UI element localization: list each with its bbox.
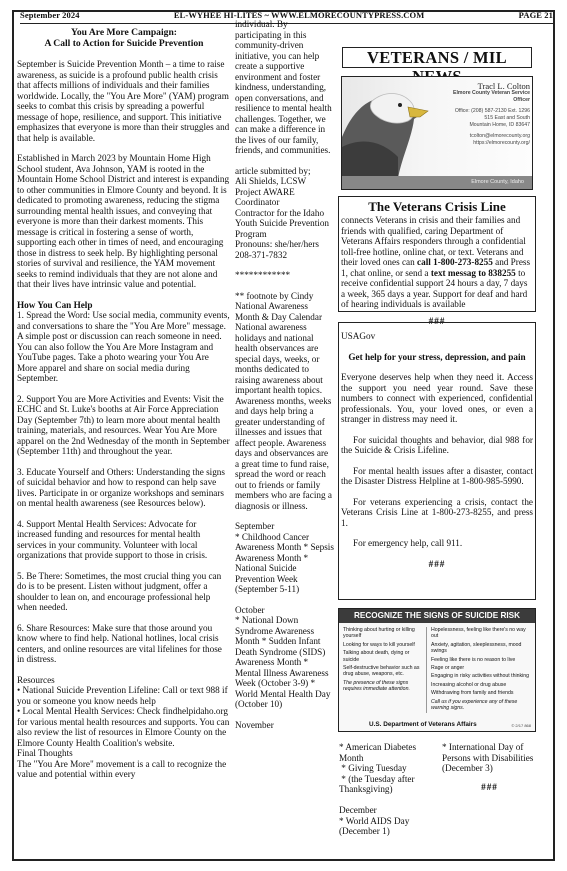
- resources-heading: Resources: [17, 674, 55, 685]
- september-heading: September: [235, 521, 275, 531]
- help-para-1: Everyone deserves help when they need it. Access the support you need year round. Save these numbers to connect with experienced, confidential professionals. You, your loved ones, or even a stranger in distress may need it.: [341, 372, 533, 424]
- sign-item: Looking for ways to kill yourself: [343, 641, 415, 648]
- article-continued: individual. By participating in this community-driven initiative, you can help create a supportive environment and foster kindness, understanding, open conversations, and resilience to mental health challenges. Together, we can make a difference in the lives of our family, friends, and communities.: [235, 19, 332, 155]
- byline: article submitted by; Ali Shields, LCSW Project AWARE Coordinator Contractor for the Idaho Youth Suicide Prevention Program Pronouns: she/her/hers 208-371-7832: [235, 165, 330, 260]
- sign-item: Withdrawing from family and friends: [431, 690, 514, 697]
- step-1: 1. Spread the Word: Use social media, community events, and conversations to share the "You Are More" message. A simple post or discussion can reach someone in need. You can also follow the You Are More Instagram and YouTube pages. Take a photo wearing your You Are More apparel and share on social media during September.: [17, 310, 230, 383]
- bottom-end-mark: ###: [481, 781, 498, 792]
- contact-card: [438, 83, 530, 147]
- november-heading: November: [235, 719, 274, 730]
- final-text: The "You Are More" movement is a call to recognize the value and potential within every: [17, 758, 227, 779]
- sign-item: Talking about death, dying or suicide: [343, 650, 410, 663]
- sign-item: Engaging in risky activities without thinking: [431, 673, 530, 680]
- disabilities-day: * International Day of Persons with Disabilities (December 3): [442, 742, 534, 773]
- signs-left-column: [343, 627, 427, 713]
- signs-right-column: [427, 627, 531, 713]
- veterans-section-title: VETERANS / MIL: [342, 47, 532, 68]
- help-para-5: For emergency help, call 911.: [353, 538, 463, 548]
- article-column-2: [235, 19, 334, 730]
- sign-item: Increasing alcohol or drug abuse: [431, 681, 507, 688]
- officer-email: tcolton@elmorecounty.org: [469, 133, 530, 139]
- officer-address-1: 515 East and South: [484, 115, 530, 121]
- help-para-2: For suicidal thoughts and behavior, dial 988 for the Suicide & Crisis Lifeline.: [341, 434, 533, 455]
- officer-role: Elmore County Veteran Service Officer: [453, 90, 530, 103]
- officer-website: https://elmorecounty.org/: [473, 140, 530, 146]
- article-para-2: Established in March 2023 by Mountain Home High School student, Ava Johnson, YAM is rooted in the Mountain Home School District and interest is expanding to other communities in Elmore County and beyond. It is dedicated to promoting awareness, reducing the stigma surrounding mental health issues, and conveying that everyone is more than their darkest moments. This message is critical in fostering a sense of worth, supporting each other in times of need, and encouraging those in distress to seek help. By highlighting personal stories of survival and resilience, the YAM movement seeks to remind individuals that they are not alone and that their lives have intrinsic value and potential.: [17, 153, 230, 289]
- signs-note-right: Call us if you experience any of these warning signs.: [431, 698, 518, 712]
- header-date: September 2024: [20, 10, 80, 20]
- signs-code: © 2/17 868: [511, 723, 531, 728]
- veteran-service-officer-ad: [341, 76, 533, 190]
- step-6: 6. Share Resources: Make sure that those around you know where to find help. National hotlines, local crisis centers, and online resources are vital lifelines for those in distress.: [17, 622, 222, 664]
- help-end-mark: ###: [428, 558, 446, 569]
- article-title: You Are More Campaign: A Call to Action for Suicide Prevention: [44, 27, 204, 49]
- resource-2: • Local Mental Health Services: Check findhelpidaho.org for various mental health resources and supports. You can also review the list of resources in Elmore County on the Elmore County Health Coalition's website.: [17, 706, 230, 748]
- crisis-title: The Veterans Crisis Line: [368, 199, 506, 214]
- article-para-1: September is Suicide Prevention Month – a time to raise awareness, as suicide is a profound public health crisis that affects millions of individuals and their families worldwide. Locally, the "You Are More" (YAM) program seeks to combat this crisis by spreading a powerful message of hope, resilience, and support. This initiative emphasizes that everyone is more than their struggles and that help is available.: [17, 59, 230, 143]
- help-box: [338, 322, 536, 600]
- sign-item: Hopelessness, feeling like there's no way out: [431, 627, 526, 640]
- sign-item: Rage or anger: [431, 665, 465, 672]
- step-5: 5. Be There: Sometimes, the most crucial thing you can do is to be present. Listen without judgment, offer a shoulder to lean on, and encourage professional help when needed.: [17, 570, 222, 612]
- resource-1: • National Suicide Prevention Lifeline: Call or text 988 if you or someone you know needs help: [17, 685, 228, 706]
- officer-name: Tracl L. Colton: [477, 81, 530, 91]
- footnote: ** footnote by Cindy National Awareness Month & Day Calendar National awareness holidays and national health observances are special days, weeks, or months dedicated to raising awareness about important health topics. Awareness months, weeks and days help bring a greater understanding of illnesses and issues that affect people. Awareness days and observances are a great time to fund raise, spread the word or reach out to friends or family members who are facing a diagnosis or illness.: [235, 290, 332, 511]
- ad-footer: Elmore County, Idaho: [342, 176, 532, 189]
- signs-footer: U.S. Department of Veterans Affairs: [369, 721, 477, 728]
- suicide-signs-graphic: [338, 608, 536, 732]
- help-para-4: For veterans experiencing a crisis, contact the Veterans Crisis Line at 1-800-273-8255, and press 1.: [341, 496, 533, 528]
- eagle-icon: [342, 77, 438, 178]
- help-heading: Get help for your stress, depression, and pain: [348, 351, 526, 362]
- officer-address-2: Mountain Home, ID 83647: [469, 122, 530, 128]
- sign-item: Anxiety, agitation, sleeplessness, mood swings: [431, 641, 522, 655]
- bottom-calendar-left: * American Diabetes Month * Giving Tuesday * (the Tuesday after Thanksgiving) December * World AIDS Day (December 1): [339, 742, 417, 836]
- help-source: USAGov: [341, 331, 376, 341]
- crisis-text: connects Veterans in crisis and their families and friends with qualified, caring Department of Veterans Affairs responders through a confidential toll-free hotline, online chat, or text. Veterans and their loved ones can call 1-800-273-8255 and Press 1, chat online, or send a text messag to 838255 to receive confidential support 24 hours a day, 7 days a week, 365 days a year. Support for deaf and hard of hearing individuals is available: [341, 215, 531, 309]
- bottom-calendar-right: [442, 742, 537, 792]
- header-publication: EL-WYHEE HI-LITES ~ WWW.ELMORECOUNTYPRESS.COM: [173, 10, 425, 20]
- sign-item: Feeling like there is no reason to live: [431, 656, 516, 663]
- signs-columns: [339, 623, 535, 715]
- header-page-number: PAGE 21: [518, 10, 553, 20]
- help-para-3: For mental health issues after a disaster, contact the Disaster Distress Helpline at 1-800-985-5990.: [341, 465, 533, 486]
- september-items: * Childhood Cancer Awareness Month * Sepsis Awareness Month * National Suicide Prevention Week (September 5-11): [235, 531, 334, 594]
- signs-title: RECOGNIZE THE SIGNS OF SUICIDE RISK: [339, 609, 535, 623]
- october-items: * National Down Syndrome Awareness Month * Sudden Infant Death Syndrome (SIDS) Awareness Month * Mental Illness Awareness Week (October 3-9) * World Mental Health Day (October 10): [235, 615, 331, 709]
- october-heading: October: [235, 604, 265, 615]
- veterans-crisis-line-box: [338, 196, 536, 326]
- crisis-end-mark: ###: [428, 315, 446, 326]
- sign-item: Thinking about hurting or killing yourself: [343, 627, 415, 640]
- officer-phone: Office: (208) 587-2130 Ext. 1296: [454, 108, 530, 114]
- sign-item: Self-destructive behavior such as drug abuse, weapons, etc.: [343, 665, 420, 678]
- step-4: 4. Support Mental Health Services: Advocate for increased funding and resources for mental health services in your community. Volunteer with local organizations that provide support to those in crisis.: [17, 518, 208, 560]
- signs-note-left: The presence of these signs requires immediate attention.: [343, 679, 410, 693]
- final-heading: Final Thoughts: [17, 748, 73, 758]
- separator-stars: ************: [235, 270, 291, 280]
- how-heading: How You Can Help: [17, 299, 93, 310]
- step-2: 2. Support You are More Activities and Events: Visit the ECHC and St. Luke's booths at Air Force Appreciation Day (September 7th) to learn more about mental health training, materials, and resources. Wear You Are More apparel on the 2nd Wednesday of the month in September (September 11th) and throughout the year.: [17, 393, 230, 456]
- step-3: 3. Educate Yourself and Others: Understanding the signs of suicidal behavior and how to respond can help save lives. Participate in or organize workshops and seminars on mental health awareness (see Resources below).: [17, 466, 225, 508]
- article-column-1: [17, 28, 231, 780]
